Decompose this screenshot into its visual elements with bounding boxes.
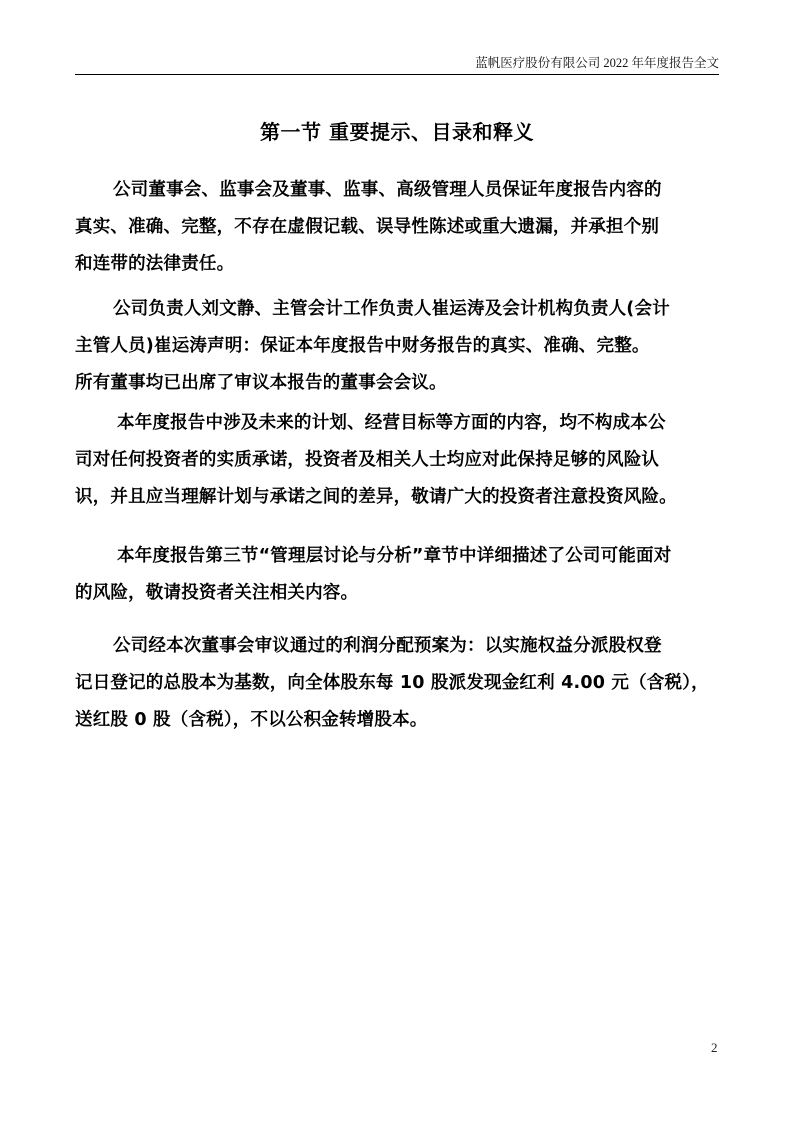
page-number: 2 bbox=[711, 1040, 718, 1055]
paragraph-forward-looking bbox=[75, 405, 715, 516]
paragraph-profit-distribution bbox=[75, 628, 715, 739]
paragraph-board-guarantee bbox=[75, 172, 715, 283]
paragraph-risk-notice bbox=[75, 538, 715, 612]
paragraph-line: 公司负责人刘文静、主管会计工作负责人崔运涛及会计机构负责人(会计 bbox=[113, 299, 670, 319]
paragraph-line: 本年度报告中涉及未来的计划、经营目标等方面的内容，均不构成本公 bbox=[117, 413, 666, 433]
paragraph-line: 公司经本次董事会审议通过的利润分配预案为：以实施权益分派股权登 bbox=[113, 636, 662, 656]
paragraph-line: 真实、准确、完整，不存在虚假记载、误导性陈述或重大遗漏，并承担个别 bbox=[75, 217, 660, 237]
paragraph-line: 识，并且应当理解计划与承诺之间的差异，敬请广大的投资者注意投资风险。 bbox=[75, 487, 677, 507]
paragraph-line: 送红股 0 股（含税），不以公积金转增股本。 bbox=[75, 710, 428, 730]
paragraph-line: 主管人员)崔运涛声明：保证本年度报告中财务报告的真实、准确、完整。 bbox=[75, 336, 650, 356]
paragraph-line: 的风险，敬请投资者关注相关内容。 bbox=[75, 583, 359, 603]
section-title: 第一节 重要提示、目录和释义 bbox=[260, 120, 534, 144]
paragraph-line: 司对任何投资者的实质承诺，投资者及相关人士均应对此保持足够的风险认 bbox=[75, 450, 660, 470]
page-header bbox=[75, 52, 719, 75]
paragraph-line: 和连带的法律责任。 bbox=[75, 254, 235, 274]
paragraph-line: 本年度报告第三节“管理层讨论与分析”章节中详细描述了公司可能面对 bbox=[117, 546, 672, 566]
paragraph-line: 所有董事均已出席了审议本报告的董事会会议。 bbox=[75, 373, 447, 393]
header-title: 蓝帆医疗股份有限公司 2022 年年度报告全文 bbox=[475, 56, 719, 70]
paragraph-responsible-persons bbox=[75, 291, 715, 402]
paragraph-line: 公司董事会、监事会及董事、监事、高级管理人员保证年度报告内容的 bbox=[113, 180, 662, 200]
paragraph-line: 记日登记的总股本为基数，向全体股东每 10 股派发现金红利 4.00 元（含税）， bbox=[75, 673, 709, 693]
